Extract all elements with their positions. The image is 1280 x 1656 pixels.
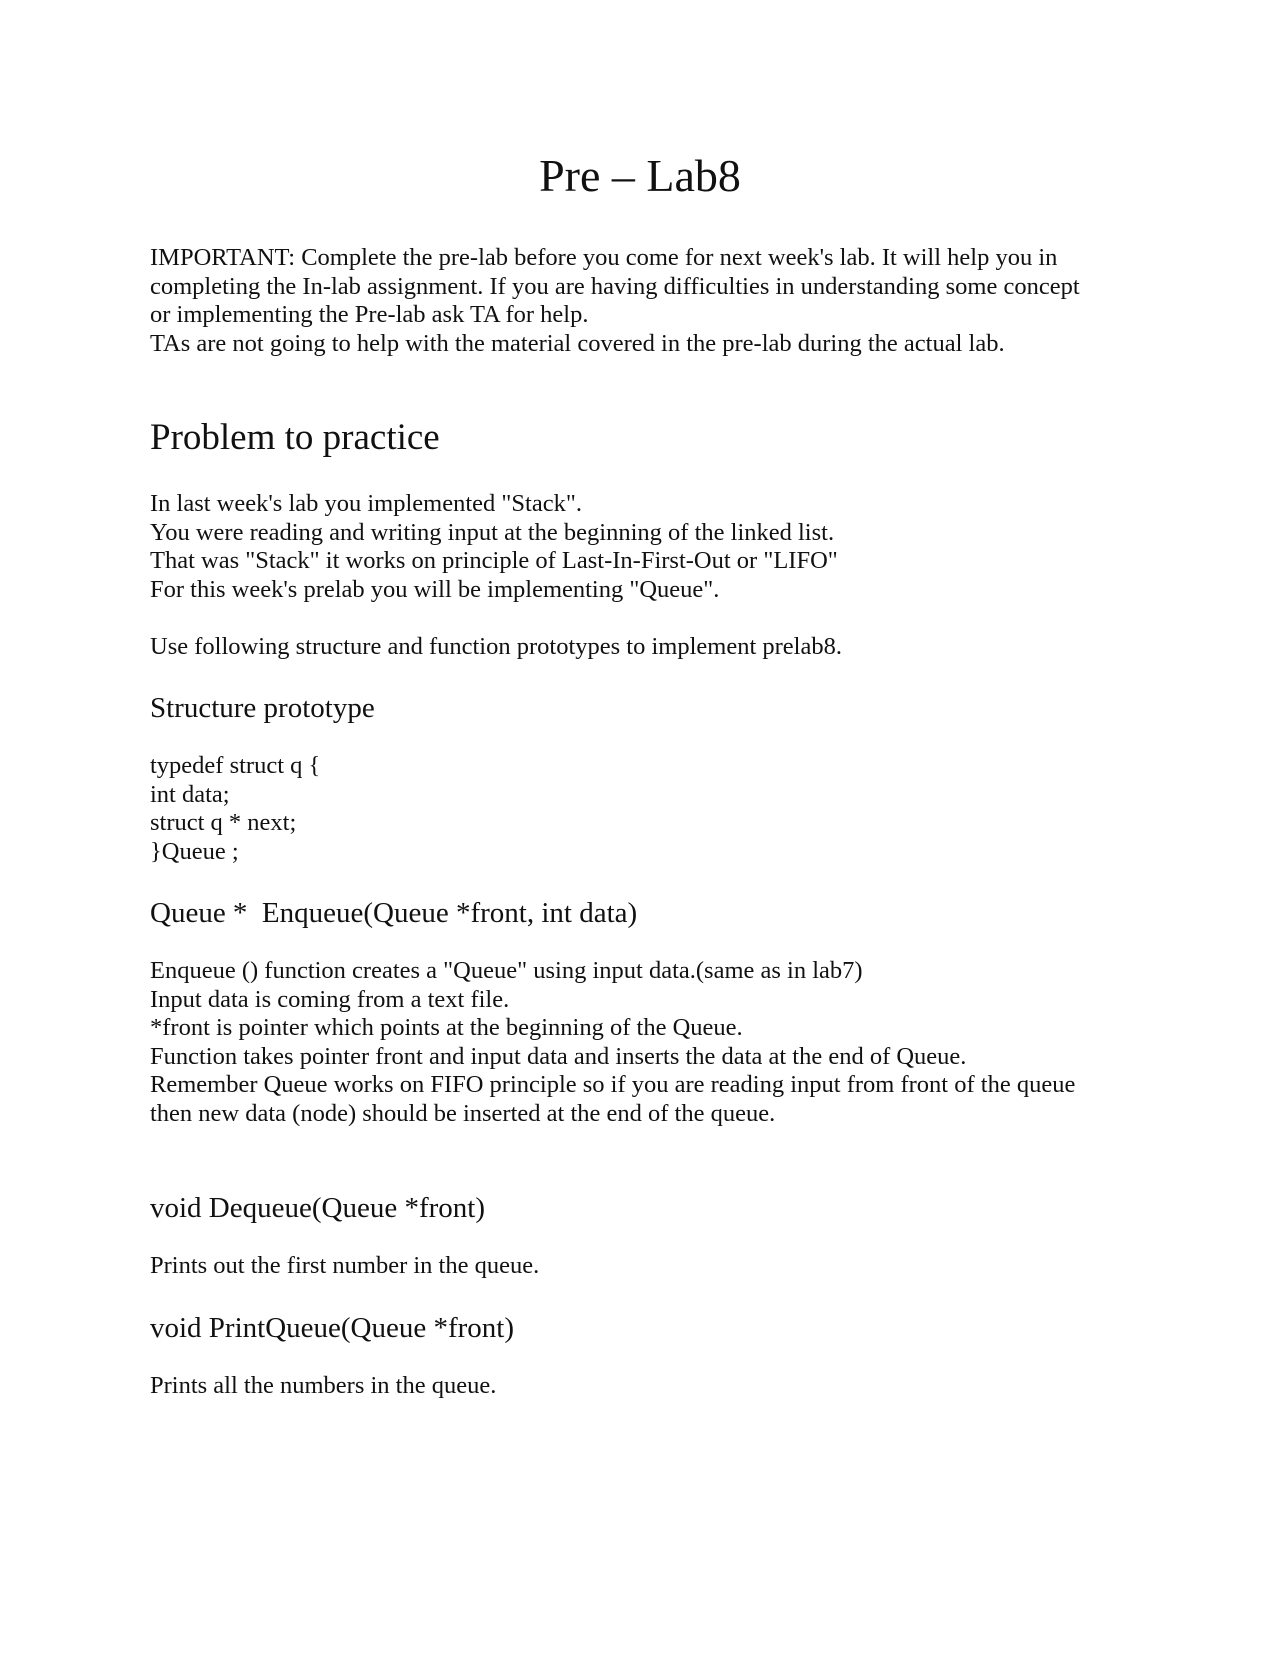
problem-heading: Problem to practice xyxy=(150,417,440,458)
dequeue-line: Prints out the first number in the queue. xyxy=(150,1252,540,1279)
enqueue-line: Input data is coming from a text file. xyxy=(150,985,510,1013)
printqueue-heading: void PrintQueue(Queue *front) xyxy=(150,1312,515,1344)
enqueue-heading: Queue * Enqueue(Queue *front, int data) xyxy=(150,897,638,929)
intro-line: For this week's prelab you will be implementing "Queue". xyxy=(150,575,720,603)
structure-code xyxy=(150,752,1150,866)
important-line: IMPORTANT: Complete the pre-lab before you come for next week's lab. It will help you in xyxy=(150,244,1058,271)
structure-heading: Structure prototype xyxy=(150,692,375,724)
instruction-line: Use following structure and function prototypes to implement prelab8. xyxy=(150,633,842,660)
page-title: Pre – Lab8 xyxy=(539,150,741,201)
important-notice xyxy=(150,244,1150,358)
code-line: typedef struct q { xyxy=(150,752,321,779)
printqueue-description xyxy=(150,1372,1150,1401)
code-line: int data; xyxy=(150,780,230,808)
enqueue-line: then new data (node) should be inserted at the end of the queue. xyxy=(150,1099,776,1127)
code-line: struct q * next; xyxy=(150,809,297,837)
important-line: or implementing the Pre-lab ask TA for help. xyxy=(150,301,589,329)
problem-intro xyxy=(150,490,1150,604)
code-line: }Queue ; xyxy=(150,837,239,865)
important-line: completing the In-lab assignment. If you are having difficulties in understanding some concept xyxy=(150,272,1080,300)
intro-line: You were reading and writing input at the beginning of the linked list. xyxy=(150,518,835,546)
enqueue-line: Function takes pointer front and input data and inserts the data at the end of Queue. xyxy=(150,1042,967,1070)
intro-line: That was "Stack" it works on principle of Last-In-First-Out or "LIFO" xyxy=(150,547,838,575)
enqueue-line: *front is pointer which points at the beginning of the Queue. xyxy=(150,1014,743,1042)
enqueue-description xyxy=(150,957,1150,1129)
printqueue-line: Prints all the numbers in the queue. xyxy=(150,1372,497,1399)
instruction-paragraph xyxy=(150,633,1150,662)
important-line: TAs are not going to help with the material covered in the pre-lab during the actual lab. xyxy=(150,329,1005,357)
dequeue-heading: void Dequeue(Queue *front) xyxy=(150,1192,485,1224)
intro-line: In last week's lab you implemented "Stack". xyxy=(150,490,582,517)
enqueue-line: Remember Queue works on FIFO principle so if you are reading input from front of the queue xyxy=(150,1071,1076,1099)
dequeue-description xyxy=(150,1252,1150,1281)
enqueue-line: Enqueue () function creates a "Queue" using input data.(same as in lab7) xyxy=(150,957,863,984)
